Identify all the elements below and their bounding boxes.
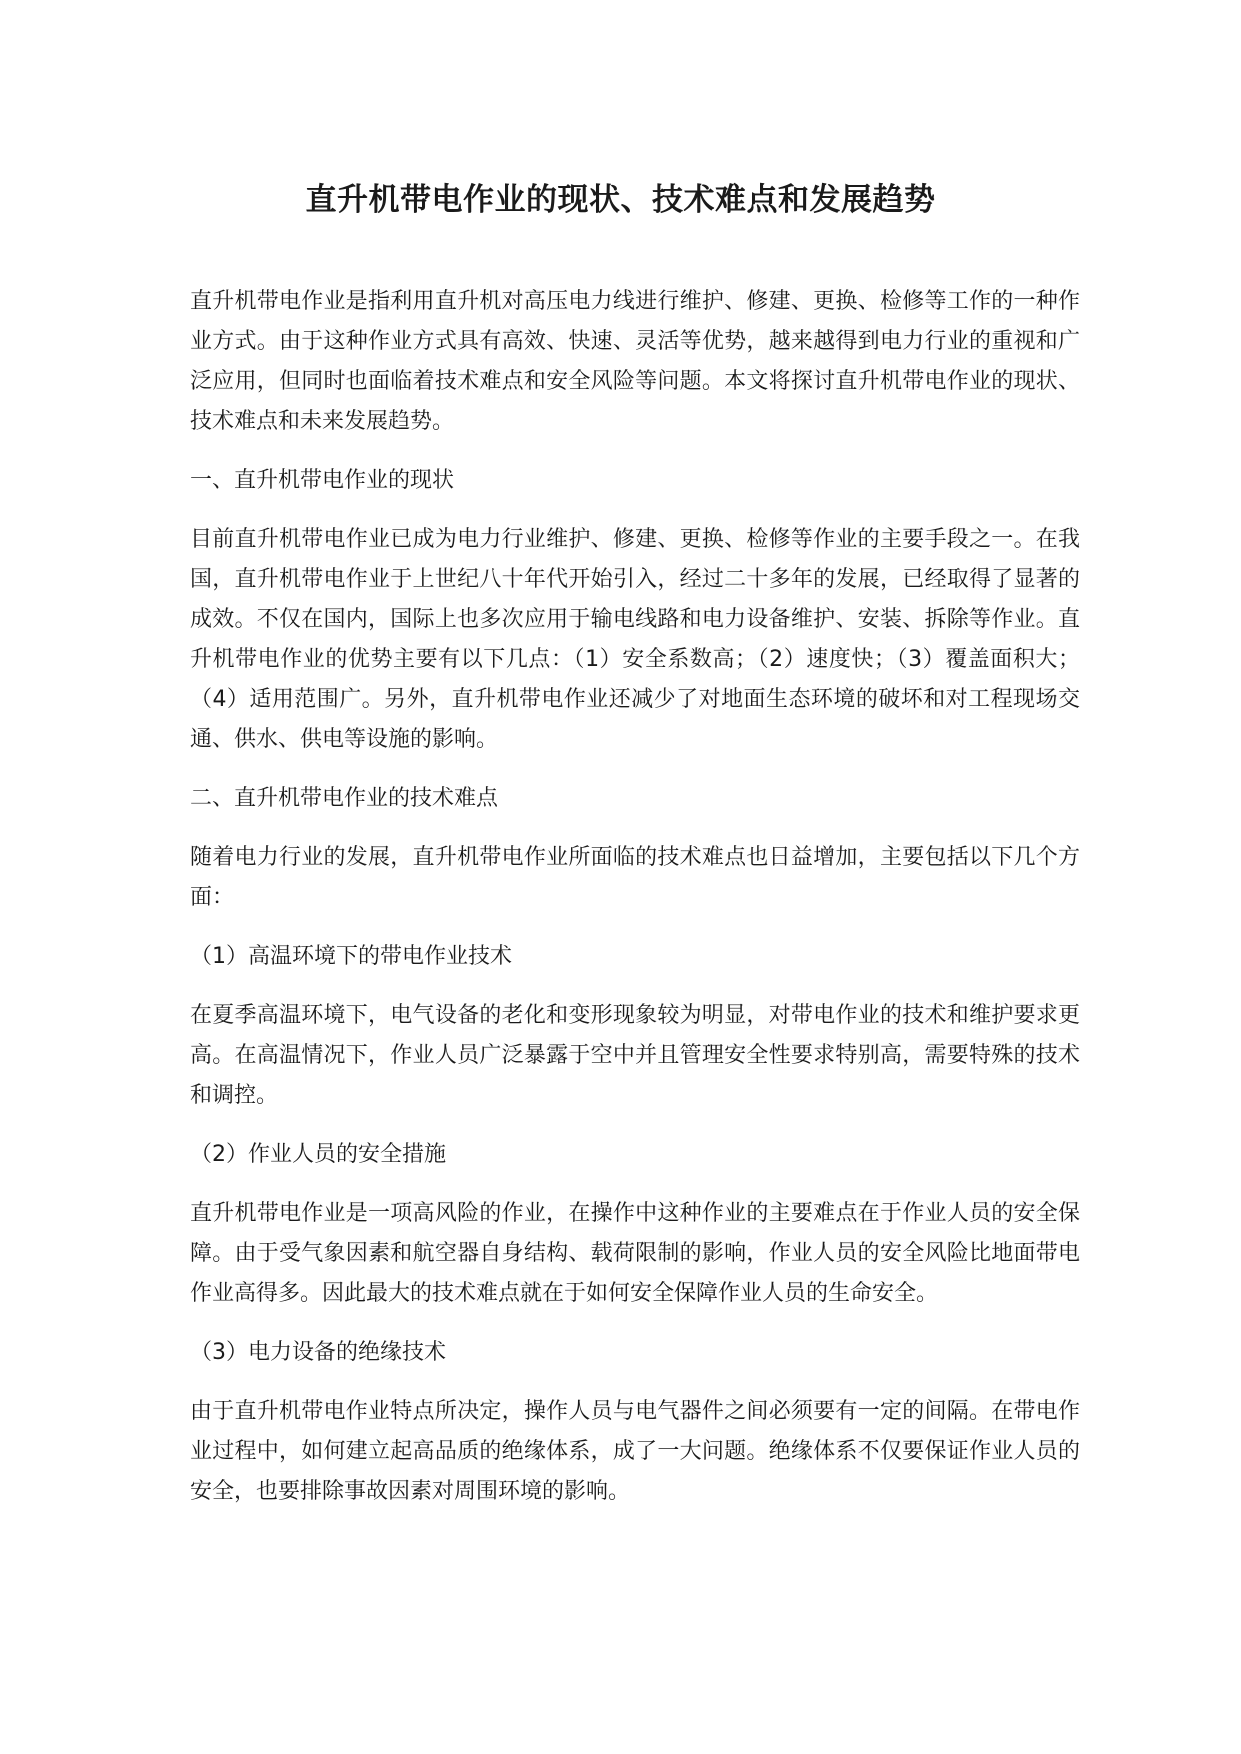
document-title: 直升机带电作业的现状、技术难点和发展趋势 [305, 182, 936, 218]
status-paragraph: 目前直升机带电作业已成为电力行业维护、修建、更换、检修等作业的主要手段之一。在我国，直升机带电作业于上世纪八十年代开始引入，经过二十多年的发展，已经取得了显著的成效。不仅在国内，国际上也多次应用于输电线路和电力设备维护、安装、拆除等作业。直升机带电作业的优势主要有以下几点：（1）安全系数高；（2）速度快；（3）覆盖面积大；（4）适用范围广。另外，直升机带电作业还减少了对地面生态环境的破坏和对工程现场交通、供水、供电等设施的影响。 [190, 527, 1080, 752]
subheading-insulation: （3）电力设备的绝缘技术 [190, 1340, 446, 1365]
intro-paragraph: 直升机带电作业是指利用直升机对高压电力线进行维护、修建、更换、检修等工作的一种作业方式。由于这种作业方式具有高效、快速、灵活等优势，越来越得到电力行业的重视和广泛应用，但同时也面临着技术难点和安全风险等问题。本文将探讨直升机带电作业的现状、技术难点和未来发展趋势。 [190, 289, 1080, 434]
subheading-high-temperature: （1）高温环境下的带电作业技术 [190, 944, 512, 969]
insulation-paragraph: 由于直升机带电作业特点所决定，操作人员与电气器件之间必须要有一定的间隔。在带电作业过程中，如何建立起高品质的绝缘体系，成了一大问题。绝缘体系不仅要保证作业人员的安全，也要排除事故因素对周围环境的影响。 [190, 1399, 1080, 1504]
document-body [190, 282, 1080, 1531]
section-heading-difficulties: 二、直升机带电作业的技术难点 [190, 786, 499, 811]
section-heading-status: 一、直升机带电作业的现状 [190, 468, 455, 493]
difficulties-intro-paragraph: 随着电力行业的发展，直升机带电作业所面临的技术难点也日益增加，主要包括以下几个方面： [190, 845, 1080, 910]
subheading-safety-measures: （2）作业人员的安全措施 [190, 1142, 446, 1167]
safety-measures-paragraph: 直升机带电作业是一项高风险的作业，在操作中这种作业的主要难点在于作业人员的安全保障。由于受气象因素和航空器自身结构、载荷限制的影响，作业人员的安全风险比地面带电作业高得多。因此最大的技术难点就在于如何安全保障作业人员的生命安全。 [190, 1201, 1080, 1306]
high-temperature-paragraph: 在夏季高温环境下，电气设备的老化和变形现象较为明显，对带电作业的技术和维护要求更高。在高温情况下，作业人员广泛暴露于空中并且管理安全性要求特别高，需要特殊的技术和调控。 [190, 1003, 1080, 1108]
